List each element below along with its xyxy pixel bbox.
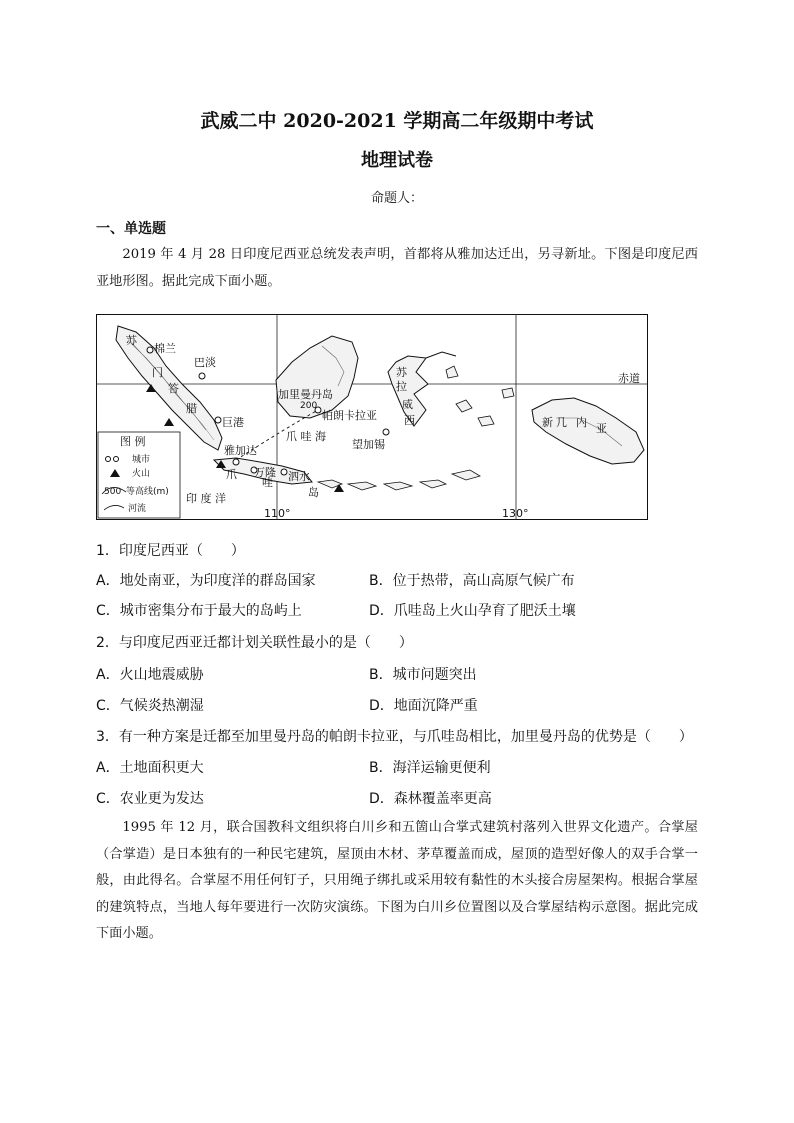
exam-subtitle: 地理试卷	[361, 150, 433, 171]
label-java-3: 岛	[308, 486, 319, 499]
label-bandung: 万隆	[254, 466, 276, 479]
legend-city: 城市	[132, 455, 151, 465]
label-sumatra-2: 门	[152, 366, 163, 379]
q2-option-d[interactable]: D．地面沉降严重	[369, 698, 478, 714]
passage-1: 2019 年 4 月 28 日印度尼西亚总统发表声明，首都将从雅加达迁出，另寻新址。下图是印度尼西亚地形图。据此完成下面小题。	[96, 247, 698, 289]
label-palembang: 巨港	[222, 416, 244, 429]
q3-stem: 3．有一种方案是迁都至加里曼丹岛的帕朗卡拉亚，与爪哇岛相比，加里曼丹岛的优势是（ ）	[96, 729, 693, 745]
label-contour-200: 200	[300, 401, 318, 411]
city-marker	[215, 417, 221, 423]
label-sulawesi-4: 西	[404, 414, 415, 427]
q3-option-b[interactable]: B．海洋运输更便利	[369, 760, 491, 776]
label-indian-ocean: 印 度 洋	[186, 492, 226, 505]
label-palangkaraya: 帕朗卡拉亚	[322, 409, 377, 422]
city-marker	[233, 459, 239, 465]
legend-river: 河流	[128, 504, 147, 514]
q1-stem: 1．印度尼西亚（ ）	[96, 543, 245, 559]
label-makassar: 望加锡	[352, 438, 385, 451]
city-marker	[199, 373, 205, 379]
label-padang: 巴淡	[194, 356, 216, 369]
label-sulawesi-3: 威	[402, 398, 413, 411]
label-surabaya: 泗水	[288, 470, 310, 483]
q1-option-b[interactable]: B．位于热带，高山高原气候广布	[369, 573, 575, 589]
map-legend	[98, 432, 180, 518]
label-newguinea-2: 几	[556, 416, 567, 429]
label-newguinea-3: 内	[576, 416, 587, 429]
label-medan: 棉兰	[154, 342, 176, 355]
q2-option-c[interactable]: C．气候炎热潮湿	[96, 698, 204, 714]
label-java-sea: 爪 哇 海	[286, 430, 326, 443]
label-sulawesi-2: 拉	[396, 380, 407, 393]
label-lon110: 110°	[264, 507, 291, 520]
exam-title: 武威二中 2020-2021 学期高二年级期中考试	[200, 110, 594, 132]
city-marker	[383, 429, 389, 435]
passage-2: 1995 年 12 月，联合国教科文组织将白川乡和五箇山合掌式建筑村落列入世界文化遗产。合掌屋（合掌造）是日本独有的一种民宅建筑，屋顶由木材、茅草覆盖而成，屋顶的造型好像人的双手合掌一般，由此得名。合掌屋不用任何钉子，只用绳子绑扎或采用较有黏性的木头接合房屋架构。根据合掌屋的建筑特点，当地人每年要进行一次防灾演练。下图为白川乡位置图以及合掌屋结构示意图。据此完成下面小题。	[96, 820, 698, 941]
label-java-1: 爪	[226, 468, 237, 481]
q1-option-d[interactable]: D．爪哇岛上火山孕育了肥沃土壤	[369, 603, 576, 619]
label-newguinea-1: 新	[542, 416, 553, 429]
label-jakarta: 雅加达	[224, 444, 257, 457]
author-label: 命题人：	[370, 191, 423, 206]
legend-title: 图 例	[120, 435, 146, 448]
q2-option-a[interactable]: A．火山地震威胁	[96, 667, 204, 683]
section-heading: 一、单选题	[96, 221, 166, 237]
label-equator: 赤道	[618, 372, 640, 385]
label-kalimantan: 加里曼丹岛	[278, 388, 333, 401]
indonesia-map	[96, 314, 648, 520]
legend-contour: 等高线(m)	[126, 487, 169, 497]
label-lon130: 130°	[502, 507, 529, 520]
q2-option-b[interactable]: B．城市问题突出	[369, 667, 477, 683]
q3-option-d[interactable]: D．森林覆盖率更高	[369, 791, 492, 807]
q3-option-a[interactable]: A．土地面积更大	[96, 760, 204, 776]
q3-option-c[interactable]: C．农业更为发达	[96, 791, 204, 807]
label-sumatra-3: 答	[168, 382, 179, 395]
legend-volcano: 火山	[132, 469, 151, 479]
q2-stem: 2．与印度尼西亚迁都计划关联性最小的是（ ）	[96, 635, 413, 651]
label-sulawesi-1: 苏	[396, 366, 407, 379]
label-java-2: 哇	[262, 476, 273, 489]
label-sumatra-4: 腊	[186, 402, 197, 415]
city-marker	[281, 469, 287, 475]
city-marker	[147, 347, 153, 353]
q1-option-c[interactable]: C．城市密集分布于最大的岛屿上	[96, 603, 302, 619]
label-sumatra-1: 苏	[126, 334, 137, 347]
label-newguinea-4: 亚	[596, 422, 607, 435]
q1-option-a[interactable]: A．地处南亚，为印度洋的群岛国家	[96, 573, 316, 589]
legend-contour-value: 500	[104, 487, 122, 497]
